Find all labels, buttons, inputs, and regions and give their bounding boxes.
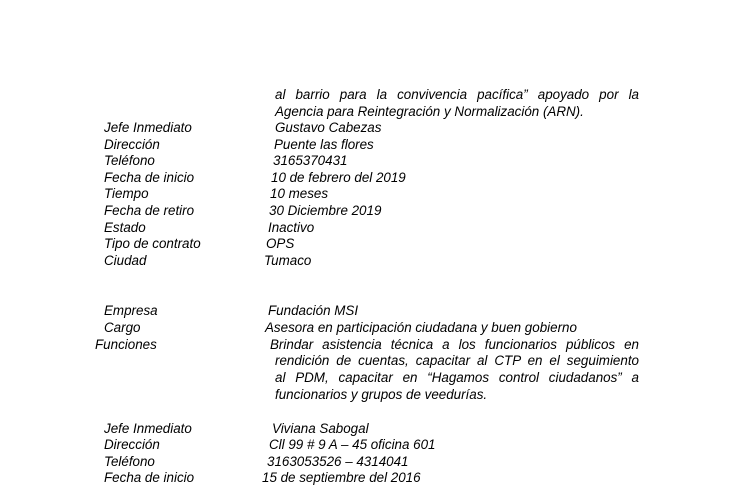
job2-role-value: Asesora en participación ciudadana y buen gobierno <box>265 320 577 335</box>
job2-company-label: Empresa <box>104 303 158 318</box>
job1-end-date-label: Fecha de retiro <box>104 203 195 218</box>
job1-phone-label: Teléfono <box>104 153 155 168</box>
job1-duration-value: 10 meses <box>270 186 329 201</box>
job2-role-label: Cargo <box>104 320 141 335</box>
job1-start-date-value: 10 de febrero del 2019 <box>271 170 406 185</box>
job1-status-value: Inactivo <box>268 220 315 235</box>
job2-phone-label: Teléfono <box>104 454 155 469</box>
job2-company-value: Fundación MSI <box>268 303 359 318</box>
job2-supervisor-value: Viviana Sabogal <box>272 421 369 436</box>
job1-address-label: Dirección <box>104 137 160 152</box>
job1-city-value: Tumaco <box>264 253 312 268</box>
job1-end-date-value: 30 Diciembre 2019 <box>269 203 382 218</box>
job2-functions-label: Funciones <box>95 337 157 352</box>
job2-start-date-value: 15 de septiembre del 2016 <box>262 470 421 485</box>
job2-function-line-3: al PDM, capacitar en “Hagamos control ciudadanos” a <box>275 370 639 385</box>
job1-phone-value: 3165370431 <box>273 153 348 168</box>
job2-supervisor-label: Jefe Inmediato <box>104 421 192 436</box>
job1-function-line-2: Agencia para Reintegración y Normalización (ARN). <box>275 104 584 119</box>
job1-start-date-label: Fecha de inicio <box>104 170 195 185</box>
job1-contract-type-label: Tipo de contrato <box>104 236 201 251</box>
job2-function-line-1: Brindar asistencia técnica a los funcionarios públicos en <box>270 337 639 352</box>
job1-function-line-1: al barrio para la convivencia pacífica” apoyado por la <box>275 87 639 102</box>
job2-function-line-4: funcionarios y grupos de veedurías. <box>275 387 488 402</box>
job1-address-value: Puente las flores <box>274 137 374 152</box>
job2-phone-value: 3163053526 – 4314041 <box>267 454 409 469</box>
job2-address-label: Dirección <box>104 437 160 452</box>
job2-function-line-2: rendición de cuentas, capacitar al CTP en el seguimiento <box>275 353 639 368</box>
job2-start-date-label: Fecha de inicio <box>104 470 195 485</box>
job1-duration-label: Tiempo <box>104 186 149 201</box>
job1-supervisor-label: Jefe Inmediato <box>104 120 192 135</box>
job1-supervisor-value: Gustavo Cabezas <box>275 120 382 135</box>
job1-status-label: Estado <box>104 220 146 235</box>
job1-contract-type-value: OPS <box>266 236 295 251</box>
job1-city-label: Ciudad <box>104 253 147 268</box>
job2-address-value: Cll 99 # 9 A – 45 oficina 601 <box>269 437 436 452</box>
